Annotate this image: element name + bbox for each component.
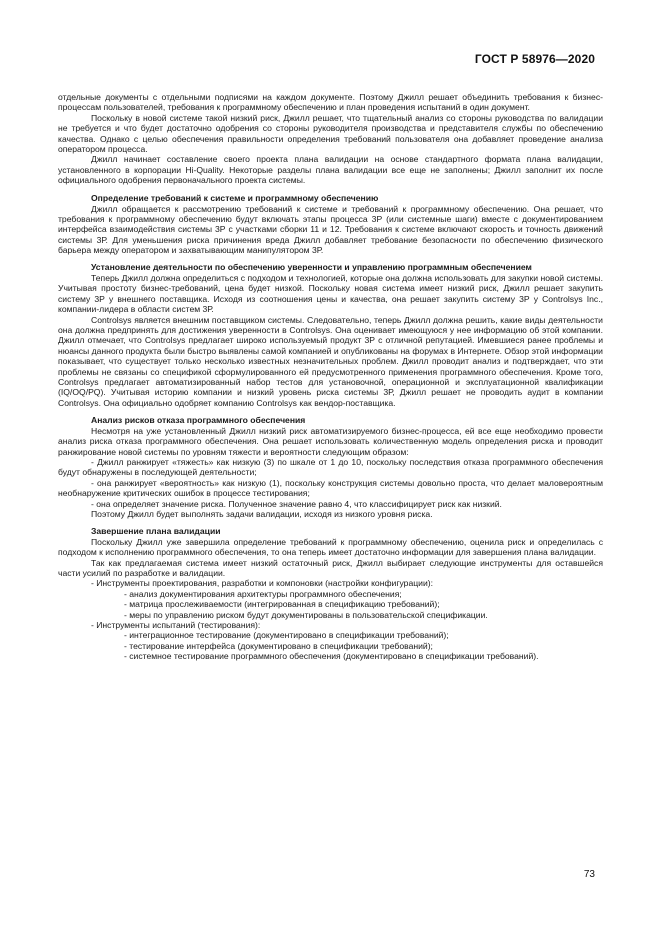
paragraph: отдельные документы с отдельными подписями на каждом документе. Поэтому Джилл решает объединить требования к бизнес-процессам пользователей, требования к программному обеспечению и план проведения испытаний в один документ. [58,92,603,113]
paragraph: Поэтому Джилл будет выполнять задачи валидации, исходя из низкого уровня риска. [91,508,433,519]
paragraph: Поскольку Джилл уже завершила определение требований к программному обеспечению, оценила риск и определилась с подходом к исполнению программного обеспечения, то она теперь имеет достаточно информации для завершения плана валидации. [58,536,603,558]
sub-list-item: - меры по управлению риском будут документированы в пользовательской спецификации. [124,609,488,620]
paragraph: Controlsys является внешним поставщиком системы. Следовательно, теперь Джилл должна решить, какие виды деятельности она должна предпринять для достижения уверенности в Controlsys. Она оценивает имеющуюся у нее информацию об этой компании. Джилл отмечает, что Controlsys предлагает широко используемый продукт 3Р с отличной репутацией. Имевшиеся ранее проблемы и нюансы данного продукта были быстро выявлены самой компанией и опубликованы на форумах в Интернете. Обзор этой информации показывает, что существует только несколько известных незначительных проблем. Джилл проводит анализ и подтверждает, что эти проблемы не связаны со спецификой сформулированного ей предусмотренного применения программного обеспечения. Кроме того, Controlsys предлагает автоматизированный набор тестов для установочной, операционной и эксплуатационной квалификации (IQ/OQ/PQ). Учитывая историю компании и низкий уровень риска системы 3Р, Джилл решает не проводить аудит в компании Controlsys. Она официально одобряет компанию Controlsys как вендор-поставщика. [58,314,603,408]
list-item: - Инструменты испытаний (тестирования): [91,620,261,630]
sub-list-item: - тестирование интерфейса (документировано в спецификации требований); [124,640,433,651]
paragraph: Джилл начинает составление своего проекта плана валидации на основе стандартного формата плана валидации, установленного в корпорации Hi-Quality. Некоторые разделы плана валидации все еще не заполнены; Джилл заполнит их после официального одобрения первоначального проекта системы. [58,154,603,186]
page-body [58,92,603,662]
section-heading: Анализ рисков отказа программного обеспечения [91,414,306,425]
sub-list-item: - анализ документирования архитектуры программного обеспечения; [124,588,402,599]
paragraph: Так как предлагаемая система имеет низкий остаточный риск, Джилл выбирает следующие инструменты для оставшейся части усилий по разработке и валидации. [58,557,603,578]
sub-list-item: - интеграционное тестирование (документировано в спецификации требований); [124,630,449,641]
list-item: - она ранжирует «вероятность» как низкую (1), поскольку конструкция системы довольно проста, что делает маловероятным необнаружение критических ошибок в процессе тестирования; [58,477,603,499]
paragraph: Джилл обращается к рассмотрению требований к системе и требований к программному обеспечению. Она решает, что требования к программному обеспечению будут включать этапы процесса 3Р (или системные шаги) вместе с документированием интерфейса взаимодействия системы 3Р с участками сборки 11 и 12. Требования к системе включают скорость и точность движений системы 3Р. Для уменьшения риска причинения вреда Джилл добавляет требование безопасности по обеспечению физического барьера между оператором и захватывающим манипулятором 3Р. [58,203,603,256]
document-code: ГОСТ Р 58976—2020 [474,52,595,66]
list-item: - Джилл ранжирует «тяжесть» как низкую (3) по шкале от 1 до 10, поскольку последствия отказа программного обеспечения будут обнаружены в последующей деятельности; [58,456,603,478]
paragraph: Теперь Джилл должна определиться с подходом и технологией, которые она должна использовать для закупки новой системы. Учитывая простоту бизнес-требований, цена будет низкой. Поскольку новая система имеет низкий риск, Джилл решает закупить систему 3Р у внешнего поставщика. Исходя из соотношения цены и качества, она решает закупить систему 3Р у Controlsys Inc., компании-лидера в области систем 3Р. [58,273,603,315]
list-item: - Инструменты проектирования, разработки и компоновки (настройки конфигурации): [91,578,433,589]
paragraph: Несмотря на уже установленный Джилл низкий риск автоматизируемого бизнес-процесса, ей все еще необходимо провести анализ риска отказа программного обеспечения. Она решает использовать количественную модель определения риска и проводит ранжирование новой системы по уровням тяжести и вероятности следующим образом: [58,425,603,457]
section-heading: Определение требований к системе и программному обеспечению [91,192,379,203]
paragraph: Поскольку в новой системе такой низкий риск, Джилл решает, что тщательный анализ со стороны руководства по валидации не требуется и что будет достаточно одобрения со стороны руководителя производства и представителя службы по обеспечению качества. Однако с целью обеспечения правильности определения требований пользователя она добавляет проведение анализа оператором процесса. [58,112,603,155]
section-heading: Завершение плана валидации [91,525,221,536]
list-item: - она определяет значение риска. Полученное значение равно 4, что классифицирует риск как низкий. [91,498,502,509]
sub-list-item: - системное тестирование программного обеспечения (документировано в спецификации требований). [124,651,539,662]
sub-list-item: - матрица прослеживаемости (интегрированная в спецификацию требований); [124,599,440,610]
section-heading: Установление деятельности по обеспечению уверенности и управлению программным обеспечением [91,262,532,273]
page-number: 73 [583,869,595,880]
